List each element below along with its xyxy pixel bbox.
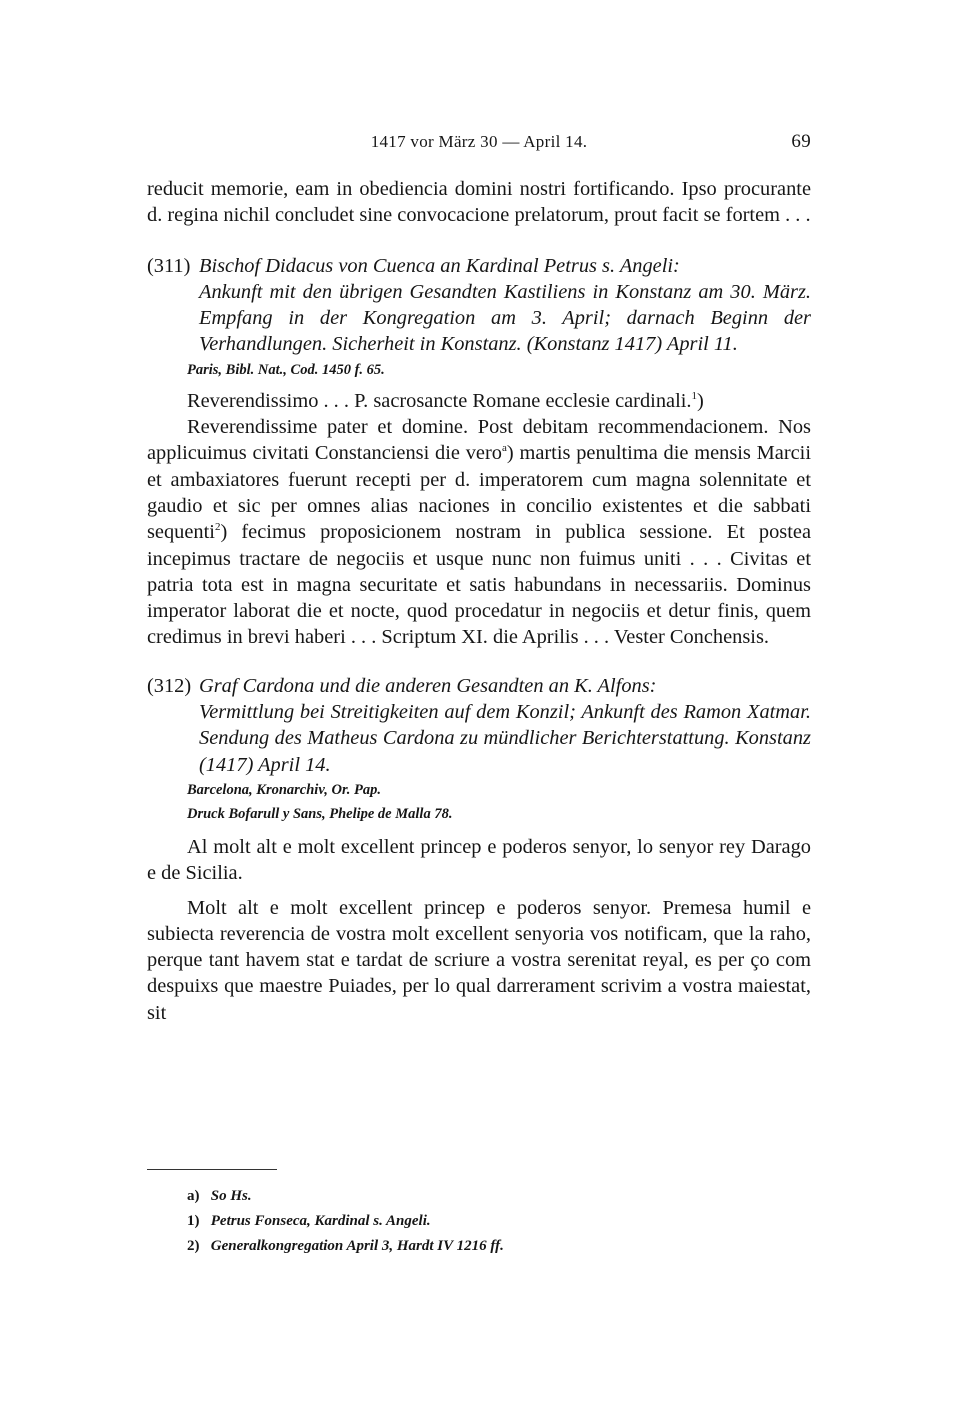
heading-rest: Vermittlung bei Streitigkeiten auf dem Konzil; Ankunft des Ramon Xatmar. Sendung des Matheus Cardona zu mündlicher Berichterstattung. Konstanz (1417) April 14.: [199, 701, 811, 776]
footnote-text: So Hs.: [210, 1188, 252, 1204]
letter-paragraph: Molt alt e molt excellent princep e poderos senyor. Premesa humil e subiecta reverencia de vostra molt excellent senyoria vos notificam, que la raho, perque tant havem stat e tardat de scriure a vostra serenitat reyal, es per ço com despuixs que maestre Puiades, per lo qual darrerament scrivim a vostra maiestat, sit: [147, 896, 811, 1024]
heading-rest: Ankunft mit den übrigen Gesandten Kastiliens in Konstanz am 30. März. Empfang in der Kongregation am 3. April; darnach Beginn der Verhandlungen. Sicherheit in Konstanz. (Konstanz 1417) April 11.: [199, 280, 811, 356]
footnote-ref: 2: [214, 521, 221, 534]
document-number: (312): [147, 674, 192, 697]
print-citation: Druck Bofarull y Sans, Phelipe de Malla 78.: [187, 805, 453, 822]
document-heading-312: [147, 673, 811, 778]
letter-text-a: Reverendissime pater et domine. Post debitam recommendacionem. Nos applicuimus civitati Constanciensi die vero: [147, 416, 811, 465]
page: [147, 132, 811, 1026]
footnote-ref: a: [501, 442, 507, 455]
running-title: 1417 vor März 30 — April 14.: [370, 132, 588, 151]
footnotes: [187, 1184, 807, 1259]
footnote-mark: 1): [187, 1213, 200, 1229]
salutation-text: Reverendissimo . . . P. sacrosancte Romane ecclesie cardinali.: [187, 389, 692, 412]
page-number: 69: [791, 131, 811, 152]
footnote: [187, 1184, 807, 1209]
footnote-ref: 1: [691, 389, 697, 402]
salutation: Reverendissimo . . . P. sacrosancte Romane ecclesie cardinali.$^1$): [187, 389, 704, 412]
footnote: [187, 1234, 807, 1259]
source-citation: Paris, Bibl. Nat., Cod. 1450 f. 65.: [187, 361, 385, 378]
document-number: (311): [147, 254, 191, 277]
footnote-mark: a): [187, 1188, 200, 1204]
footnote: [187, 1209, 807, 1234]
footnote-text: Petrus Fonseca, Kardinal s. Angeli.: [210, 1213, 431, 1229]
footnote-mark: 2): [187, 1238, 200, 1254]
document-heading-311: [147, 253, 811, 358]
footnote-rule: [147, 1169, 277, 1170]
page-body: [147, 176, 811, 1026]
heading-line1: Graf Cardona und die anderen Gesandten an K. Alfons:: [199, 674, 657, 697]
continued-paragraph: reducit memorie, eam in obediencia domini nostri fortificando. Ipso procurante d. regina nichil concludet sine convocacione prelatorum, prout facit se fortem . . .: [147, 178, 811, 227]
address-line: Al molt alt e molt excellent princep e poderos senyor, lo senyor rey Darago e de Sicilia.: [147, 835, 811, 885]
heading-line1: Bischof Didacus von Cuenca an Kardinal Petrus s. Angeli:: [199, 254, 680, 277]
letter-text-c: fecimus proposicionem nostram in publica sessione. Et postea incepimus tractare de negociis et usque nunc non fuimus uniti . . . Civitas et patria tota est in magna securitate et satis habundans in necessariis. Dominus imperator laborat die et nocte, quod procedatur in negociis et detur finis, quem credimus in brevi haberi . . . Scriptum XI. die Aprilis . . . Vester Conchensis.: [147, 521, 811, 649]
letter-paragraph: Reverendissime pater et domine. Post debitam recommendacionem. Nos applicuimus civitati Constanciensi die vero$^a$) martis penultima die mensis Marcii et ambaxiatores fuerunt recepti per d. imperatorem cum magna solennitate et gaudio et sic per omnes alias naciones in concilio existentes et die sabbati sequenti$^2$) fecimus proposicionem nostram in publica sessione. Et postea incepimus tractare de negociis et usque nunc non fuimus uniti . . . Civitas et patria tota est in magna securitate et satis habundans in necessariis. Dominus imperator laborat die et nocte, quod procedatur in negociis et detur finis, quem credimus in brevi haberi . . . Scriptum XI. die Aprilis . . . Vester Conchensis.: [147, 416, 812, 649]
letter-text-b: martis penultima die mensis Marcii et ambaxiatores fuerunt recepti per d. imperatorem cum magna solennitate et gaudio et sic per omnes alias naciones in concilio existentes et die sabbati sequenti: [147, 442, 812, 544]
running-header: [147, 132, 811, 162]
source-citation: Barcelona, Kronarchiv, Or. Pap.: [187, 781, 382, 798]
footnote-text: Generalkongregation April 3, Hardt IV 1216 ff.: [210, 1238, 504, 1254]
